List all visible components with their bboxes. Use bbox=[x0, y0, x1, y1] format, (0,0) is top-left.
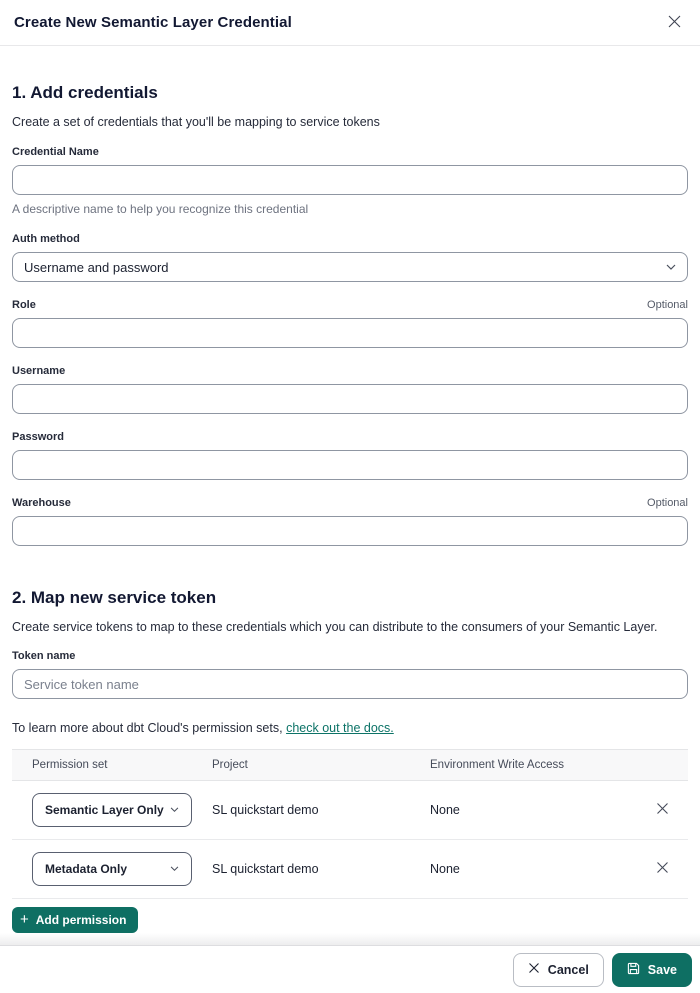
modal-body bbox=[0, 46, 700, 933]
role-optional-tag: Optional bbox=[647, 299, 688, 311]
section2-subtitle: Create service tokens to map to these credentials which you can distribute to the consumers of your Semantic Layer. bbox=[12, 620, 658, 634]
permission-set-selected-value: Metadata Only bbox=[45, 862, 128, 876]
username-input[interactable] bbox=[12, 384, 688, 414]
token-name-input[interactable] bbox=[12, 669, 688, 699]
chevron-down-icon bbox=[170, 807, 179, 813]
role-input[interactable] bbox=[12, 318, 688, 348]
credential-name-label: Credential Name bbox=[12, 146, 99, 158]
section2-heading: 2. Map new service token bbox=[12, 588, 217, 607]
cancel-button[interactable] bbox=[513, 953, 604, 987]
close-icon bbox=[656, 861, 669, 877]
project-cell: SL quickstart demo bbox=[212, 803, 319, 817]
password-field-group bbox=[12, 431, 688, 480]
table-row bbox=[12, 781, 688, 840]
auth-method-select[interactable] bbox=[12, 252, 688, 282]
column-header-permission-set: Permission set bbox=[32, 759, 108, 771]
credential-name-field-group bbox=[12, 146, 688, 216]
permission-set-select[interactable] bbox=[32, 852, 192, 886]
docs-link[interactable]: check out the docs. bbox=[286, 721, 394, 735]
remove-permission-button[interactable] bbox=[656, 861, 669, 877]
warehouse-input[interactable] bbox=[12, 516, 688, 546]
modal-title: Create New Semantic Layer Credential bbox=[14, 14, 292, 31]
save-icon bbox=[627, 962, 640, 978]
table-row bbox=[12, 840, 688, 899]
permissions-table bbox=[12, 749, 688, 899]
plus-icon: + bbox=[20, 911, 29, 928]
token-name-label: Token name bbox=[12, 650, 76, 662]
column-header-environment-write-access: Environment Write Access bbox=[430, 759, 565, 771]
password-label: Password bbox=[12, 431, 64, 443]
chevron-down-icon bbox=[666, 264, 676, 271]
credential-name-help: A descriptive name to help you recognize this credential bbox=[12, 202, 309, 216]
password-input[interactable] bbox=[12, 450, 688, 480]
section1-subtitle: Create a set of credentials that you'll be mapping to service tokens bbox=[12, 115, 380, 129]
auth-method-label: Auth method bbox=[12, 233, 80, 245]
docs-text: To learn more about dbt Cloud's permission sets, bbox=[12, 721, 287, 735]
close-button[interactable] bbox=[662, 11, 686, 35]
save-button-label: Save bbox=[647, 962, 677, 977]
add-permission-label: Add permission bbox=[35, 913, 127, 927]
auth-method-selected-value: Username and password bbox=[24, 259, 169, 275]
close-icon bbox=[656, 802, 669, 818]
warehouse-label: Warehouse bbox=[12, 497, 71, 509]
permission-docs-line bbox=[12, 721, 688, 735]
username-label: Username bbox=[12, 365, 66, 377]
column-header-project: Project bbox=[212, 759, 248, 771]
permission-set-select[interactable] bbox=[32, 793, 192, 827]
auth-method-field-group bbox=[12, 233, 688, 282]
environment-write-access-cell: None bbox=[430, 803, 460, 817]
credential-name-input[interactable] bbox=[12, 165, 688, 195]
permission-set-selected-value: Semantic Layer Only bbox=[45, 803, 164, 817]
warehouse-field-group bbox=[12, 497, 688, 546]
remove-permission-button[interactable] bbox=[656, 802, 669, 818]
project-cell: SL quickstart demo bbox=[212, 862, 319, 876]
chevron-down-icon bbox=[170, 866, 179, 872]
add-permission-button[interactable] bbox=[12, 907, 138, 933]
environment-write-access-cell: None bbox=[430, 862, 460, 876]
save-button[interactable] bbox=[612, 953, 692, 987]
warehouse-optional-tag: Optional bbox=[647, 497, 688, 509]
cancel-button-label: Cancel bbox=[547, 962, 589, 977]
role-label: Role bbox=[12, 299, 36, 311]
close-icon bbox=[528, 962, 540, 977]
section1-heading: 1. Add credentials bbox=[12, 83, 158, 102]
token-name-field-group bbox=[12, 650, 688, 699]
role-field-group bbox=[12, 299, 688, 348]
close-icon bbox=[667, 14, 682, 32]
username-field-group bbox=[12, 365, 688, 414]
permissions-table-header bbox=[12, 749, 688, 781]
modal-footer bbox=[0, 945, 700, 993]
modal-header bbox=[0, 0, 700, 46]
footer-shadow bbox=[0, 933, 700, 945]
